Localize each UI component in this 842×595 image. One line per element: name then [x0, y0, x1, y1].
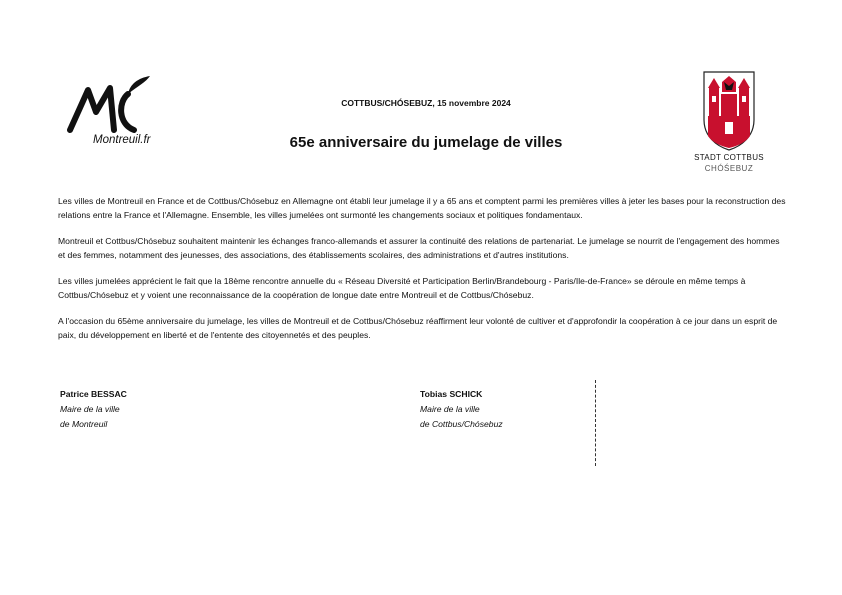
logo-caption: Montreuil.fr [93, 134, 151, 146]
signatory-role: Maire de la ville [420, 404, 480, 414]
signature-block-montreuil [60, 387, 127, 432]
cottbus-crest [684, 70, 774, 180]
paragraph: A l'occasion du 65ème anniversaire du jumelage, les villes de Montreuil et de Cottbus/Chósebuz réaffirment leur volonté de cultiver et d'approfondir la coopération à ce jour dans un esprit de paix, du développement en liberté et de l'entente des citoyennetés et des peuples. [58, 316, 778, 340]
paragraph: Les villes de Montreuil en France et de Cottbus/Chósebuz en Allemagne ont établi leur jumelage il y a 65 ans et comptent parmi les premières villes à jeter les bases pour la reconstruction des relations entre la France et l'Allemagne. Ensemble, les villes jumelées ont surmonté les changements sociaux et politiques fondamentaux. [58, 196, 786, 220]
signature-block-cottbus [420, 387, 503, 432]
paragraph: Montreuil et Cottbus/Chósebuz souhaitent maintenir les échanges franco-allemands et assurer la continuité des relations de partenariat. Le jumelage se nourrit de l'engagement des hommes et des femmes, notamment des jeunesses, des associations, des établissements scolaires, des administrations et d'autres institutions. [58, 236, 780, 260]
declaration-body [58, 195, 788, 355]
crest-caption-city: STADT COTTBUS [694, 153, 764, 162]
signatory-name: Tobias SCHICK [420, 389, 483, 399]
signatory-role: Maire de la ville [60, 404, 120, 414]
signatory-name: Patrice BESSAC [60, 389, 127, 399]
paragraph: Les villes jumelées apprécient le fait que la 18ème rencontre annuelle du « Réseau Diversité et Participation Berlin/Brandebourg - Paris/Ile-de-France» se déroule en même temps à Cottbus/Chósebuz et y voient une reconnaissance de la coopération de longue date entre Montreuil et de Cottbus/Chósebuz. [58, 276, 746, 300]
dashed-divider [595, 380, 596, 466]
signatory-city: de Cottbus/Chósebuz [420, 419, 503, 429]
signatory-city: de Montreuil [60, 419, 108, 429]
crest-caption-sorbian: CHÓŚEBUZ [704, 164, 754, 173]
dateline: COTTBUS/CHÓSEBUZ, 15 novembre 2024 [341, 98, 511, 108]
page-title: 65e anniversaire du jumelage de villes [289, 134, 563, 151]
crest-shield-icon [684, 70, 774, 152]
